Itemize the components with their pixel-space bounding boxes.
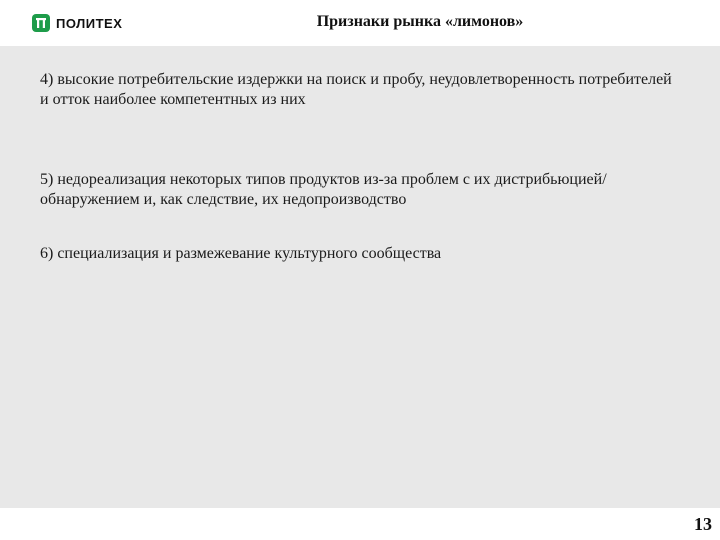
list-item: 5) недореализация некоторых типов продуктов из-за проблем с их дистрибьюцией/обнаружением и, как следствие, их недопроизводство [40, 171, 607, 208]
logo-text: ПОЛИТЕХ [56, 15, 123, 31]
slide-footer [0, 508, 720, 540]
list-item: 6) специализация и размежевание культурного сообщества [40, 245, 442, 262]
list-item: 4) высокие потребительские издержки на поиск и пробу, неудовлетворенность потребителей и отток наиболее компетентных из них [40, 71, 672, 108]
slide-content [0, 46, 720, 508]
logo [32, 13, 122, 33]
slide-title: Признаки рынка «лимонов» [316, 13, 524, 30]
page-number: 13 [694, 514, 712, 534]
politeh-logo-icon [32, 14, 50, 32]
slide-header [0, 0, 720, 46]
